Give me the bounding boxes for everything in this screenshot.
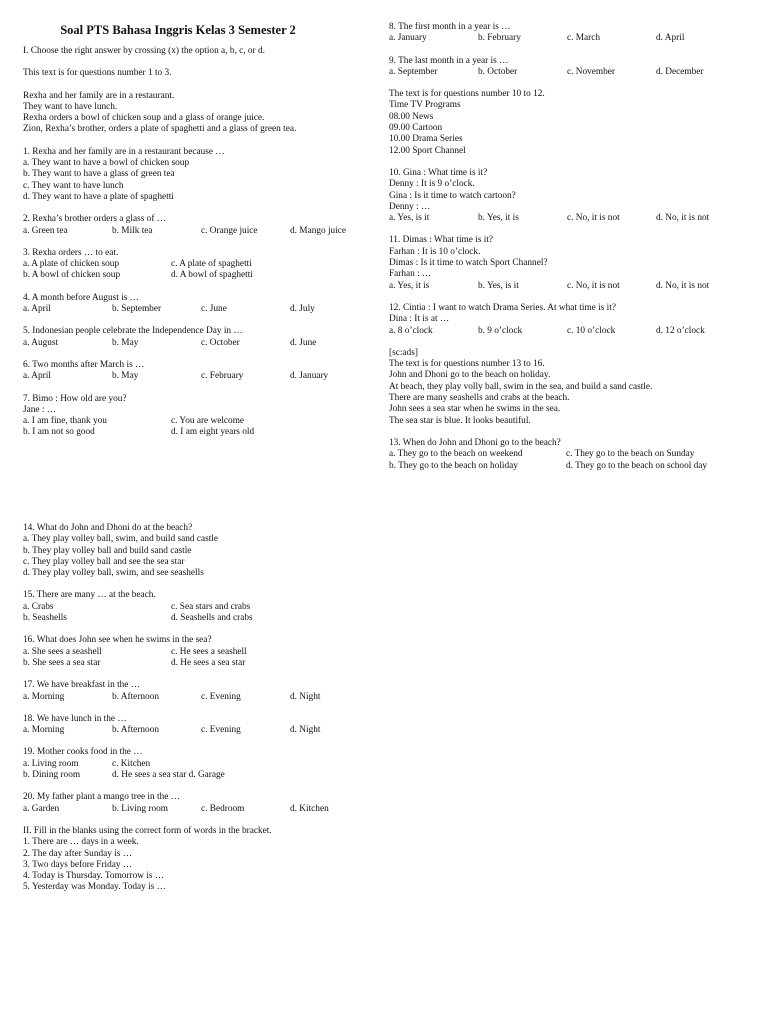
option[interactable]: c. June (201, 304, 227, 315)
passage1-intro: This text is for questions number 1 to 3. (23, 68, 172, 79)
question-12 (389, 303, 749, 337)
option[interactable]: d. July (290, 304, 315, 315)
option[interactable]: b. Seashells (23, 613, 67, 624)
option[interactable]: d. They go to the beach on school day (566, 460, 708, 471)
option[interactable]: b. Afternoon (112, 725, 159, 736)
option[interactable]: d. January (290, 371, 329, 382)
option[interactable]: a. Garden (23, 803, 60, 814)
options-row (389, 461, 749, 472)
option[interactable]: c. No, it is not (567, 213, 620, 224)
question-text: 13. When do John and Dhoni go to the beach? (389, 437, 561, 448)
option[interactable]: c. October (201, 337, 240, 348)
option[interactable]: a. Green tea (23, 225, 68, 236)
option[interactable]: a. Yes, is it (389, 213, 430, 224)
options-row (23, 304, 383, 315)
dialog-line: Denny : It is 9 o’clock. (389, 179, 475, 190)
passage2 (389, 89, 749, 157)
dialog-line: Farhan : … (389, 269, 432, 280)
left-column (23, 22, 383, 450)
option[interactable]: a. August (23, 337, 59, 348)
option[interactable]: d. April (656, 33, 685, 44)
section1-instruction: I. Choose the right answer by crossing (x) the option a, b, c, or d. (23, 46, 265, 56)
question-text: 19. Mother cooks food in the … (23, 747, 143, 758)
dialog-line: 12. Cintia : I want to watch Drama Series. At what time is it? (389, 302, 616, 313)
option[interactable]: b. They play volley ball and build sand castle (23, 545, 192, 556)
option[interactable]: b. Living room (112, 803, 169, 814)
question-15 (23, 590, 383, 624)
option[interactable]: d. Kitchen (290, 803, 329, 814)
options-row (23, 658, 383, 669)
fill-blank-item: 2. The day after Sunday is … (23, 848, 133, 859)
option[interactable]: d. Night (290, 691, 321, 702)
question-20 (23, 792, 383, 815)
dialog-line: 10. Gina : What time is it? (389, 167, 488, 178)
question-text: 15. There are many … at the beach. (23, 590, 156, 601)
passage-line: The sea star is blue. It looks beautiful. (389, 415, 531, 426)
option[interactable]: b. Afternoon (112, 691, 159, 702)
option[interactable]: d. Seashells and crabs (171, 613, 253, 624)
question-text: 3. Rexha orders … to eat. (23, 247, 119, 258)
question-text: 17. We have breakfast in the … (23, 680, 141, 691)
dialog-line: Dimas : Is it time to watch Sport Channel? (389, 258, 548, 269)
options-row (23, 416, 383, 427)
question-19 (23, 747, 383, 781)
fill-blank-item: 4. Today is Thursday. Tomorrow is … (23, 871, 165, 882)
options-row (23, 226, 383, 237)
passage-line: Zion, Rexha’s brother, orders a plate of spaghetti and a glass of green tea. (23, 124, 297, 135)
option[interactable]: b. A bowl of chicken soup (23, 270, 121, 281)
question-text: 18. We have lunch in the … (23, 713, 127, 724)
question-text: 16. What does John see when he swims in the sea? (23, 635, 212, 646)
option[interactable]: a. I am fine, thank you (23, 416, 107, 427)
option[interactable]: a. A plate of chicken soup (23, 259, 120, 270)
option[interactable]: a. January (389, 33, 427, 44)
options-row (23, 259, 383, 270)
question-text: 14. What do John and Dhoni do at the beach? (23, 523, 193, 533)
option[interactable]: c. Evening (201, 725, 241, 736)
shortcode-tag: [sc:ads] (389, 347, 418, 358)
question-7 (23, 394, 383, 439)
option[interactable]: a. They play volley ball, swim, and build sand castle (23, 534, 219, 545)
page-title: Soal PTS Bahasa Inggris Kelas 3 Semester 2 (60, 23, 296, 37)
question-text: 20. My father plant a mango tree in the … (23, 792, 180, 803)
question-text: 9. The last month in a year is … (389, 55, 509, 66)
passage3 (389, 348, 749, 427)
option[interactable]: c. Bedroom (201, 803, 245, 814)
option[interactable]: a. They go to the beach on weekend (389, 449, 523, 460)
option[interactable]: c. Sea stars and crabs (171, 601, 251, 612)
option[interactable]: d. June (290, 337, 317, 348)
passage-line: John and Dhoni go to the beach on holiday. (389, 370, 551, 381)
option[interactable]: d. December (656, 66, 704, 77)
option[interactable]: c. They go to the beach on Sunday (566, 449, 695, 460)
option[interactable]: a. September (389, 66, 438, 77)
option[interactable]: d. A bowl of spaghetti (171, 270, 253, 281)
tv-program-line: 10.00 Drama Series (389, 134, 463, 145)
question-4 (23, 293, 383, 316)
option[interactable]: d. They play volley ball, swim, and see seashells (23, 568, 204, 579)
option[interactable]: b. May (112, 371, 139, 382)
option[interactable]: d. No, it is not (656, 280, 710, 291)
passage-line: Rexha and her family are in a restaurant. (23, 90, 175, 101)
options-row (389, 213, 749, 224)
option[interactable]: d. They want to have a plate of spaghetti (23, 191, 174, 202)
question-2 (23, 214, 383, 237)
passage3-intro: The text is for questions number 13 to 16. (389, 359, 545, 370)
passage-line: Rexha orders a bowl of chicken soup and a glass of orange juice. (23, 113, 265, 124)
tv-program-line: 12.00 Sport Channel (389, 145, 466, 156)
question-9 (389, 56, 749, 79)
options-row (389, 67, 749, 78)
option[interactable]: c. March (567, 33, 601, 44)
question-3 (23, 248, 383, 282)
option[interactable]: b. I am not so good (23, 427, 95, 438)
options-row (23, 804, 383, 815)
fill-blank-item: 3. Two days before Friday … (23, 859, 133, 870)
option[interactable]: c. Evening (201, 691, 241, 702)
question-11 (389, 235, 749, 291)
dialog-line: Gina : Is it time to watch cartoon? (389, 190, 516, 201)
option[interactable]: b. February (478, 33, 521, 44)
options-row (23, 692, 383, 703)
option[interactable]: c. No, it is not (567, 280, 620, 291)
option[interactable]: a. Morning (23, 725, 65, 736)
option[interactable]: c. They play volley ball and see the sea star (23, 556, 185, 567)
option[interactable]: b. They want to have a glass of green tea (23, 169, 175, 180)
dialog-line: 11. Dimas : What time is it? (389, 235, 494, 246)
option[interactable]: d. 12 o’clock (656, 325, 705, 336)
option[interactable]: b. Milk tea (112, 225, 153, 236)
option[interactable]: a. She sees a seashell (23, 646, 102, 657)
options-row (23, 613, 383, 624)
dialog-line: Denny : … (389, 201, 431, 212)
option[interactable]: b. May (112, 337, 139, 348)
option[interactable]: d. He sees a sea star (171, 657, 246, 668)
option[interactable]: a. Crabs (23, 601, 54, 612)
passage-line: At beach, they play volly ball, swim in the sea, and build a sand castle. (389, 381, 653, 392)
question-5 (23, 326, 383, 349)
option[interactable]: d. He sees a sea star d. Garage (112, 770, 225, 781)
option[interactable]: b. She sees a sea star (23, 657, 101, 668)
question-text: 4. A month before August is … (23, 292, 139, 303)
option[interactable]: a. They want to have a bowl of chicken soup (23, 158, 190, 169)
dialog-line: Farhan : It is 10 o’clock. (389, 246, 481, 257)
options-row (23, 770, 383, 781)
options-row (23, 602, 383, 613)
option[interactable]: a. Morning (23, 691, 65, 702)
option[interactable]: a. April (23, 304, 51, 315)
fill-blank-item: 1. There are … days in a week. (23, 837, 139, 848)
dialog-reply: Jane : … (23, 404, 57, 415)
option[interactable]: c. A plate of spaghetti (171, 259, 252, 270)
option[interactable]: d. Night (290, 725, 321, 736)
options-row (23, 427, 383, 438)
tv-program-line: 09.00 Cartoon (389, 123, 443, 134)
options-row (389, 281, 749, 292)
options-row (23, 371, 383, 382)
options-row (389, 449, 749, 460)
option[interactable]: a. Yes, it is (389, 280, 430, 291)
question-text: 8. The first month in a year is … (389, 22, 511, 32)
option[interactable]: b. 9 o’clock (478, 325, 523, 336)
options-row (23, 647, 383, 658)
question-10 (389, 168, 749, 224)
question-17 (23, 680, 383, 703)
passage-line: John sees a sea star when he swims in the sea. (389, 404, 561, 415)
option[interactable]: d. I am eight years old (171, 427, 255, 438)
right-column (389, 22, 749, 483)
option[interactable]: c. You are welcome (171, 416, 245, 427)
question-text: 6. Two months after March is … (23, 359, 145, 370)
question-text: 5. Indonesian people celebrate the Independence Day in … (23, 326, 243, 337)
question-8 (389, 22, 749, 45)
option[interactable]: c. November (567, 66, 616, 77)
tv-program-line: Time TV Programs (389, 100, 461, 111)
section2 (23, 826, 383, 894)
options-row (23, 338, 383, 349)
option[interactable]: b. October (478, 66, 518, 77)
question-text: 2. Rexha’s brother orders a glass of … (23, 214, 167, 225)
passage-line: They want to have lunch. (23, 101, 118, 112)
option[interactable]: c. 10 o’clock (567, 325, 616, 336)
option[interactable]: d. No, it is not (656, 213, 710, 224)
options-row (389, 326, 749, 337)
options-row (23, 725, 383, 736)
option[interactable]: b. Yes, it is (478, 213, 519, 224)
passage2-intro: The text is for questions number 10 to 12. (389, 89, 545, 100)
passage-line: There are many seashells and crabs at the beach. (389, 393, 570, 404)
option[interactable]: b. They go to the beach on holiday (389, 460, 518, 471)
options-row (23, 759, 383, 770)
bottom-column (23, 523, 383, 905)
passage1 (23, 91, 383, 136)
option[interactable]: b. Yes, is it (478, 280, 519, 291)
option[interactable]: a. Living room (23, 758, 79, 769)
options-row (389, 33, 749, 44)
question-6 (23, 360, 383, 383)
options-row (23, 270, 383, 281)
option[interactable]: b. Dining room (23, 770, 81, 781)
option[interactable]: d. Mango juice (290, 225, 347, 236)
option[interactable]: a. April (23, 371, 51, 382)
fill-blank-item: 5. Yesterday was Monday. Today is … (23, 882, 166, 893)
question-13 (389, 438, 749, 472)
question-text: 7. Bimo : How old are you? (23, 393, 127, 404)
option[interactable]: c. Orange juice (201, 225, 258, 236)
option[interactable]: c. February (201, 371, 244, 382)
question-18 (23, 714, 383, 737)
option[interactable]: c. Kitchen (112, 758, 151, 769)
option[interactable]: b. September (112, 304, 162, 315)
option[interactable]: c. They want to have lunch (23, 180, 124, 191)
tv-program-line: 08.00 News (389, 111, 434, 122)
question-text: 1. Rexha and her family are in a restaurant because … (23, 146, 225, 157)
option[interactable]: a. 8 o’clock (389, 325, 433, 336)
question-16 (23, 635, 383, 669)
section2-instruction: II. Fill in the blanks using the correct form of words in the bracket. (23, 825, 272, 836)
option[interactable]: c. He sees a seashell (171, 646, 247, 657)
dialog-line: Dina : It is at … (389, 314, 450, 325)
question-14 (23, 523, 383, 579)
question-1 (23, 147, 383, 203)
